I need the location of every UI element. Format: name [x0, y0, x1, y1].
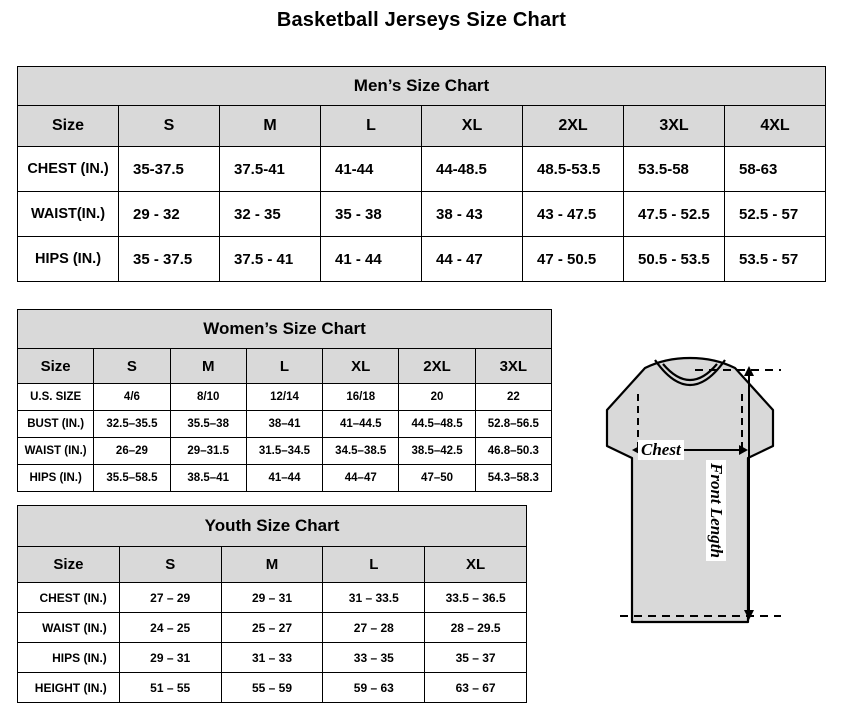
cell-ussize-m: 8/10 [170, 384, 246, 411]
col-header-m: M [220, 106, 321, 147]
cell-height-l: 59 – 63 [323, 673, 425, 703]
table-row [18, 643, 527, 673]
cell-waist-l: 31.5–34.5 [246, 438, 322, 465]
col-header-2xl: 2XL [523, 106, 624, 147]
cell-waist-l: 27 – 28 [323, 613, 425, 643]
cell-chest-s: 27 – 29 [119, 583, 221, 613]
womens-size-table [17, 309, 552, 492]
cell-hips-m: 38.5–41 [170, 465, 246, 492]
cell-waist-xl: 38 - 43 [422, 192, 523, 237]
womens-size-chart [17, 309, 552, 492]
col-header-2xl: 2XL [399, 349, 475, 384]
col-header-s: S [119, 106, 220, 147]
cell-waist-2xl: 43 - 47.5 [523, 192, 624, 237]
cell-hips-s: 35.5–58.5 [94, 465, 170, 492]
col-header-m: M [221, 547, 323, 583]
col-header-4xl: 4XL [725, 106, 826, 147]
row-label-waist: WAIST(IN.) [18, 192, 119, 237]
col-header-xl: XL [323, 349, 399, 384]
page-title: Basketball Jerseys Size Chart [276, 9, 567, 31]
table-header-row [18, 349, 552, 384]
table-row [18, 465, 552, 492]
chest-label: Chest [638, 440, 684, 460]
cell-waist-2xl: 38.5–42.5 [399, 438, 475, 465]
cell-waist-xl: 28 – 29.5 [425, 613, 527, 643]
cell-hips-m: 31 – 33 [221, 643, 323, 673]
col-header-3xl: 3XL [475, 349, 551, 384]
row-label-chest: CHEST (IN.) [18, 583, 120, 613]
cell-waist-4xl: 52.5 - 57 [725, 192, 826, 237]
col-header-xl: XL [425, 547, 527, 583]
table-title-row [18, 506, 527, 547]
table-header-row [18, 106, 826, 147]
youth-chart-title: Youth Size Chart [18, 506, 527, 547]
table-row [18, 237, 826, 282]
table-header-row [18, 547, 527, 583]
cell-ussize-3xl: 22 [475, 384, 551, 411]
cell-chest-2xl: 48.5-53.5 [523, 147, 624, 192]
cell-hips-s: 35 - 37.5 [119, 237, 220, 282]
cell-bust-m: 35.5–38 [170, 411, 246, 438]
table-row [18, 673, 527, 703]
cell-bust-xl: 41–44.5 [323, 411, 399, 438]
cell-hips-s: 29 – 31 [119, 643, 221, 673]
cell-waist-3xl: 46.8–50.3 [475, 438, 551, 465]
youth-size-table [17, 505, 527, 703]
cell-chest-s: 35-37.5 [119, 147, 220, 192]
cell-ussize-2xl: 20 [399, 384, 475, 411]
table-row [18, 438, 552, 465]
col-header-3xl: 3XL [624, 106, 725, 147]
table-row [18, 583, 527, 613]
cell-waist-m: 29–31.5 [170, 438, 246, 465]
table-row [18, 384, 552, 411]
cell-chest-l: 31 – 33.5 [323, 583, 425, 613]
cell-chest-xl: 33.5 – 36.5 [425, 583, 527, 613]
table-row [18, 147, 826, 192]
cell-hips-4xl: 53.5 - 57 [725, 237, 826, 282]
mens-size-chart [17, 66, 826, 282]
cell-hips-3xl: 50.5 - 53.5 [624, 237, 725, 282]
cell-hips-xl: 44 - 47 [422, 237, 523, 282]
table-row [18, 192, 826, 237]
row-label-height: HEIGHT (IN.) [18, 673, 120, 703]
front-length-label: Front Length [706, 460, 726, 561]
cell-waist-s: 29 - 32 [119, 192, 220, 237]
cell-bust-2xl: 44.5–48.5 [399, 411, 475, 438]
cell-hips-3xl: 54.3–58.3 [475, 465, 551, 492]
col-header-xl: XL [422, 106, 523, 147]
col-header-s: S [119, 547, 221, 583]
row-label-bust: BUST (IN.) [18, 411, 94, 438]
col-header-s: S [94, 349, 170, 384]
cell-chest-m: 29 – 31 [221, 583, 323, 613]
cell-hips-2xl: 47 - 50.5 [523, 237, 624, 282]
cell-hips-l: 41–44 [246, 465, 322, 492]
cell-hips-2xl: 47–50 [399, 465, 475, 492]
cell-bust-3xl: 52.8–56.5 [475, 411, 551, 438]
cell-height-xl: 63 – 67 [425, 673, 527, 703]
cell-chest-xl: 44-48.5 [422, 147, 523, 192]
col-header-l: L [321, 106, 422, 147]
cell-chest-4xl: 58-63 [725, 147, 826, 192]
cell-height-m: 55 – 59 [221, 673, 323, 703]
cell-chest-l: 41-44 [321, 147, 422, 192]
table-title-row [18, 67, 826, 106]
cell-height-s: 51 – 55 [119, 673, 221, 703]
cell-chest-m: 37.5-41 [220, 147, 321, 192]
cell-hips-xl: 44–47 [323, 465, 399, 492]
col-header-size: Size [18, 349, 94, 384]
row-label-hips: HIPS (IN.) [18, 237, 119, 282]
mens-chart-title: Men’s Size Chart [18, 67, 826, 106]
col-header-l: L [246, 349, 322, 384]
row-label-waist: WAIST (IN.) [18, 613, 120, 643]
col-header-size: Size [18, 547, 120, 583]
cell-hips-xl: 35 – 37 [425, 643, 527, 673]
cell-waist-3xl: 47.5 - 52.5 [624, 192, 725, 237]
cell-waist-m: 25 – 27 [221, 613, 323, 643]
row-label-hips: HIPS (IN.) [18, 465, 94, 492]
cell-bust-l: 38–41 [246, 411, 322, 438]
cell-ussize-s: 4/6 [94, 384, 170, 411]
table-title-row [18, 310, 552, 349]
cell-waist-s: 24 – 25 [119, 613, 221, 643]
jersey-shirt-icon [545, 354, 835, 684]
cell-hips-l: 41 - 44 [321, 237, 422, 282]
cell-hips-m: 37.5 - 41 [220, 237, 321, 282]
row-label-hips: HIPS (IN.) [18, 643, 120, 673]
cell-waist-xl: 34.5–38.5 [323, 438, 399, 465]
cell-ussize-xl: 16/18 [323, 384, 399, 411]
cell-waist-m: 32 - 35 [220, 192, 321, 237]
cell-chest-3xl: 53.5-58 [624, 147, 725, 192]
col-header-l: L [323, 547, 425, 583]
cell-waist-s: 26–29 [94, 438, 170, 465]
youth-size-chart [17, 505, 527, 703]
row-label-waist: WAIST (IN.) [18, 438, 94, 465]
mens-size-table [17, 66, 826, 282]
col-header-size: Size [18, 106, 119, 147]
table-row [18, 411, 552, 438]
col-header-m: M [170, 349, 246, 384]
cell-waist-l: 35 - 38 [321, 192, 422, 237]
row-label-us-size: U.S. SIZE [18, 384, 94, 411]
cell-bust-s: 32.5–35.5 [94, 411, 170, 438]
womens-chart-title: Women’s Size Chart [18, 310, 552, 349]
cell-ussize-l: 12/14 [246, 384, 322, 411]
table-row [18, 613, 527, 643]
jersey-measurement-diagram [545, 354, 835, 684]
cell-hips-l: 33 – 35 [323, 643, 425, 673]
row-label-chest: CHEST (IN.) [18, 147, 119, 192]
